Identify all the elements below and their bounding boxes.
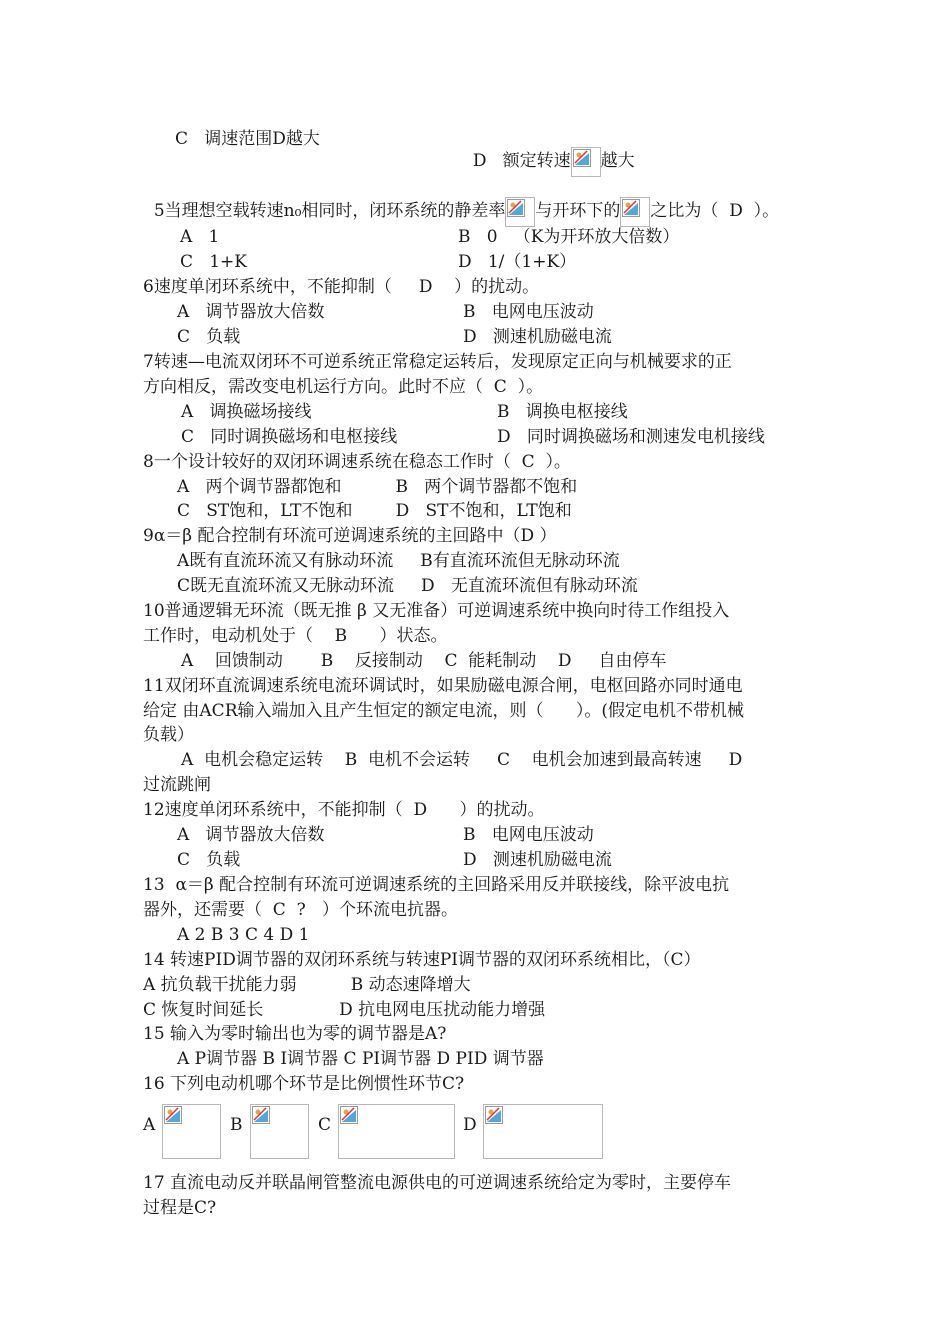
q7-option-b: B 调换电枢接线 [497,402,628,422]
q5-text-c: 之比为（ D ）。 [650,201,780,221]
q5-option-d: D 1/（1+K） [458,252,577,272]
broken-image-icon [620,197,650,227]
broken-image-icon [483,1104,603,1159]
question-8: 8一个设计较好的双闭环调速系统在稳态工作时（ C ）。 [143,452,571,472]
q6-option-c: C 负载 [177,327,241,347]
question-7-line-1: 7转速—电流双闭环不可逆系统正常稳定运转后，发现原定正向与机械要求的正 [143,352,732,372]
q16-option-a-label: A [143,1115,156,1135]
q8-options-ab: A 两个调节器都饱和 B 两个调节器都不饱和 [177,477,578,497]
q12-option-b: B 电网电压波动 [463,825,594,845]
question-17-line-2: 过程是C? [143,1198,217,1218]
q5-text-b: 与开环下的 [535,201,621,221]
question-13-line-1: 13 α＝β 配合控制有环流可逆调速系统的主回路采用反并联接线，除平波电抗 [143,875,730,895]
q10-options: A 回馈制动 B 反接制动 C 能耗制动 D 自由停车 [181,651,667,671]
q16-option-c-label: C [318,1115,332,1135]
question-16: 16 下列电动机哪个环节是比例惯性环节C? [143,1074,465,1094]
question-5 [143,178,779,222]
question-7-line-2: 方向相反，需改变电机运行方向。此时不应（ C ）。 [143,377,544,397]
q11-options: A 电机会稳定运转 B 电机不会运转 C 电机会加速到最高转速 D [181,750,743,770]
q6-option-d: D 测速机励磁电流 [463,327,612,347]
question-11-line-2: 给定 由ACR输入端加入且产生恒定的额定电流，则（ ）。(假定电机不带机械 [143,701,745,721]
q13-options: A 2 B 3 C 4 D 1 [177,925,310,945]
question-14: 14 转速PID调节器的双闭环系统与转速PI调节器的双闭环系统相比，（C） [143,950,701,970]
q11-option-d-tail: 过流跳闸 [143,775,211,795]
q5-text-a: 5当理想空载转速n₀相同时，闭环系统的静差率 [153,201,506,221]
q12-option-a: A 调节器放大倍数 [177,825,325,845]
question-11-line-1: 11双闭环直流调速系统电流环调试时，如果励磁电源合闸，电枢回路亦同时通电 [143,676,743,696]
broken-image-icon [338,1104,455,1159]
broken-image-icon [571,147,601,177]
q15-options: A P调节器 B I调节器 C PI调节器 D PID 调节器 [177,1049,544,1069]
q5-option-a: A 1 [180,227,220,247]
option-c-line: C 调速范围D越大 [175,129,320,149]
q7-option-d: D 同时调换磁场和测速发电机接线 [497,427,765,447]
question-15: 15 输入为零时输出也为零的调节器是A? [143,1024,447,1044]
option-d-tail: 越大 [600,151,635,171]
q7-option-c: C 同时调换磁场和电枢接线 [181,427,398,447]
broken-image-icon [505,197,535,227]
q6-option-a: A 调节器放大倍数 [177,302,325,322]
question-11-line-3: 负载） [143,725,194,745]
q5-option-b: B 0 （K为开环放大倍数） [458,227,680,247]
q16-option-b-label: B [230,1115,243,1135]
q14-options-ab: A 抗负载干扰能力弱 B 动态速降增大 [143,975,471,995]
question-17-line-1: 17 直流电动反并联晶闸管整流电源供电的可逆调速系统给定为零时，主要停车 [143,1173,732,1193]
option-d-text: D 额定转速 [472,151,571,171]
question-12: 12速度单闭环系统中，不能抑制（ D ）的扰动。 [143,800,545,820]
q12-option-d: D 测速机励磁电流 [463,850,612,870]
question-9: 9α＝β 配合控制有环流可逆调速系统的主回路中（D ） [143,526,557,546]
broken-image-icon [162,1104,221,1159]
question-10-line-2: 工作时，电动机处于（ B ）状态。 [143,626,448,646]
q9-options-ab: A既有直流环流又有脉动环流 B有直流环流但无脉动环流 [177,551,620,571]
q9-options-cd: C既无直流环流又无脉动环流 D 无直流环流但有脉动环流 [177,576,638,596]
broken-image-icon [250,1104,309,1159]
q12-option-c: C 负载 [177,850,241,870]
q5-option-c: C 1+K [180,252,247,272]
q6-option-b: B 电网电压波动 [463,302,594,322]
question-13-line-2: 器外，还需要（ C ? ）个环流电抗器。 [143,900,458,920]
q16-option-d-label: D [463,1115,477,1135]
q7-option-a: A 调换磁场接线 [181,402,312,422]
q14-options-cd: C 恢复时间延长 D 抗电网电压扰动能力增强 [143,1000,546,1020]
question-10-line-1: 10普通逻辑无环流（既无推 β 又无准备）可逆调速系统中换向时待工作组投入 [143,601,730,621]
option-d-line [462,128,635,172]
question-6: 6速度单闭环系统中，不能抑制（ D ）的扰动。 [143,277,540,297]
q8-options-cd: C ST饱和，LT不饱和 D ST不饱和，LT饱和 [177,501,572,521]
